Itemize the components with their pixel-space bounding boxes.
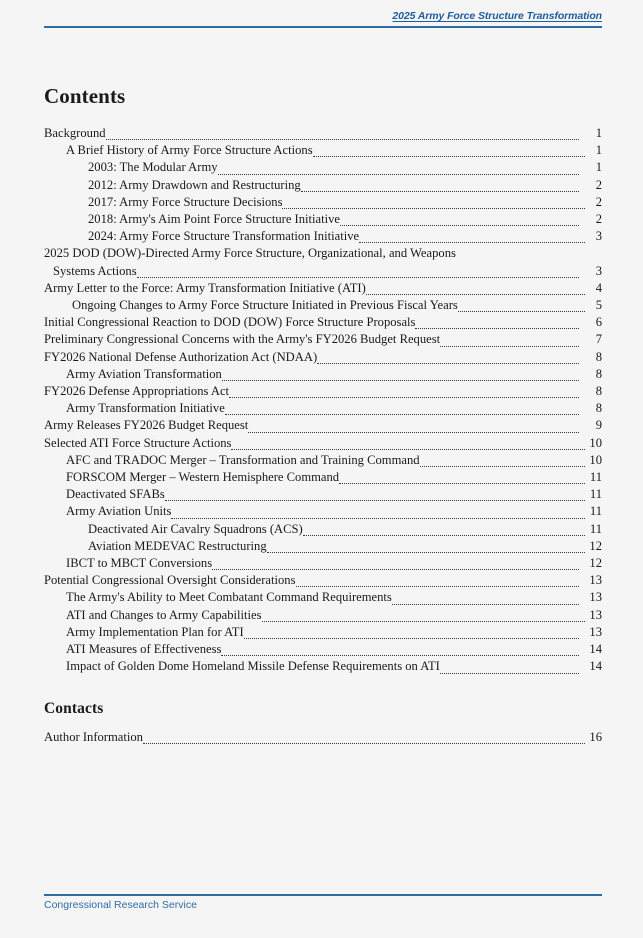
toc-page-number: 10 (589, 435, 602, 450)
toc-leader-dots (137, 271, 579, 278)
toc-leader-dots (229, 391, 579, 398)
toc-page-number: 13 (589, 573, 602, 588)
toc-page-number: 1 (595, 126, 602, 140)
toc-entry[interactable] (44, 486, 602, 503)
toc-entry-label: 2003: The Modular Army (88, 160, 218, 175)
toc-page-number: 5 (595, 298, 602, 313)
toc-page-number: 16 (589, 729, 602, 744)
toc-entry-label: Army Aviation Units (66, 504, 172, 519)
toc-entry[interactable] (44, 159, 602, 176)
toc-leader-dots (339, 477, 585, 484)
toc-entry[interactable] (44, 194, 602, 211)
toc-entry-label-continued: Systems Actions (53, 263, 137, 278)
toc-leader-dots (440, 339, 579, 346)
toc-entry-label: 2012: Army Drawdown and Restructuring (88, 177, 301, 192)
footer-rule (44, 894, 602, 896)
toc-entry-label: Potential Congressional Oversight Considerations (44, 573, 296, 588)
toc-page-number: 7 (595, 332, 602, 347)
toc-entry-label: FY2026 Defense Appropriations Act (44, 384, 230, 399)
contents-toc-list (44, 125, 602, 676)
toc-entry[interactable] (44, 589, 602, 606)
toc-entry[interactable] (44, 452, 602, 469)
toc-entry-label: A Brief History of Army Force Structure Actions (66, 143, 313, 158)
toc-page-number: 3 (595, 263, 602, 278)
toc-leader-dots (440, 666, 579, 673)
toc-leader-dots (106, 133, 579, 140)
toc-entry-label: Background (44, 126, 106, 140)
toc-entry[interactable] (44, 349, 602, 366)
toc-entry-label: Impact of Golden Dome Homeland Missile Defense Requirements on ATI (66, 659, 440, 674)
toc-page-number: 11 (589, 487, 602, 502)
toc-entry-label: Author Information (44, 729, 143, 744)
toc-page-number: 2 (595, 194, 602, 209)
toc-page-number: 10 (589, 452, 602, 467)
toc-entry[interactable] (44, 228, 602, 245)
toc-entry[interactable] (44, 521, 602, 538)
toc-leader-dots (366, 288, 585, 295)
toc-entry[interactable] (44, 314, 602, 331)
toc-entry[interactable] (44, 624, 602, 641)
toc-entry-label: Army Letter to the Force: Army Transformation Initiative (ATI) (44, 280, 366, 295)
toc-leader-dots (231, 443, 585, 450)
toc-entry-label: AFC and TRADOC Merger – Transformation and Training Command (66, 452, 420, 467)
toc-page-number: 8 (595, 384, 602, 399)
toc-entry-label: 2018: Army's Aim Point Force Structure Initiative (88, 212, 341, 227)
toc-leader-dots (303, 529, 585, 536)
toc-entry-label: Army Transformation Initiative (66, 401, 225, 416)
toc-entry-label: IBCT to MBCT Conversions (66, 556, 213, 571)
toc-entry-label: FORSCOM Merger – Western Hemisphere Command (66, 470, 340, 485)
toc-entry[interactable] (44, 435, 602, 452)
document-body (44, 84, 602, 746)
toc-leader-dots (221, 649, 579, 656)
toc-leader-dots (262, 615, 585, 622)
toc-entry[interactable] (44, 177, 602, 194)
toc-entry-label: ATI Measures of Effectiveness (66, 642, 222, 657)
toc-entry-label: Selected ATI Force Structure Actions (44, 435, 232, 450)
toc-leader-dots (296, 580, 580, 587)
contacts-toc-list (44, 729, 602, 746)
toc-entry[interactable] (44, 729, 602, 746)
toc-leader-dots (267, 546, 585, 553)
toc-leader-dots (212, 563, 579, 570)
toc-leader-dots (340, 219, 579, 226)
contents-heading: Contents (44, 84, 126, 108)
toc-page-number: 8 (595, 401, 602, 416)
toc-entry[interactable] (44, 555, 602, 572)
toc-entry-label: Army Aviation Transformation (66, 366, 222, 381)
toc-entry-label: Initial Congressional Reaction to DOD (DOW) Force Structure Proposals (44, 315, 416, 330)
toc-page-number: 11 (589, 521, 602, 536)
toc-page-number: 13 (589, 624, 602, 639)
toc-leader-dots (244, 632, 579, 639)
toc-page-number: 9 (595, 418, 602, 433)
toc-entry-label: 2024: Army Force Structure Transformation Initiative (88, 229, 360, 244)
toc-entry[interactable] (44, 469, 602, 486)
toc-entry-label: FY2026 National Defense Authorization Act (NDAA) (44, 349, 318, 364)
toc-entry-label: ATI and Changes to Army Capabilities (66, 607, 262, 622)
toc-page-number: 3 (595, 229, 602, 244)
toc-entry[interactable] (44, 607, 602, 624)
toc-leader-dots (317, 357, 579, 364)
toc-entry-label: Aviation MEDEVAC Restructuring (88, 538, 267, 553)
toc-page-number: 8 (595, 349, 602, 364)
toc-entry[interactable] (44, 245, 602, 279)
toc-page-number: 11 (589, 470, 602, 485)
toc-entry[interactable] (44, 142, 602, 159)
toc-page-number: 13 (589, 607, 602, 622)
toc-leader-dots (301, 185, 579, 192)
toc-leader-dots (415, 322, 579, 329)
running-header (44, 10, 602, 32)
toc-entry[interactable] (44, 400, 602, 417)
toc-entry[interactable] (44, 211, 602, 228)
toc-entry[interactable] (44, 658, 602, 675)
toc-page-number: 6 (595, 315, 602, 330)
toc-entry[interactable] (44, 366, 602, 383)
toc-entry[interactable] (44, 331, 602, 348)
toc-leader-dots (392, 597, 579, 604)
toc-page-number: 13 (589, 590, 602, 605)
toc-page-number: 12 (589, 556, 602, 571)
toc-entry[interactable] (44, 280, 602, 297)
toc-entry[interactable] (44, 297, 602, 314)
contacts-heading: Contacts (44, 699, 104, 717)
page-footer (44, 894, 602, 920)
toc-entry[interactable] (44, 417, 602, 434)
toc-leader-dots (143, 736, 585, 743)
toc-page-number: 11 (589, 504, 602, 519)
toc-page-number: 1 (595, 160, 602, 175)
toc-entry-label: 2025 DOD (DOW)-Directed Army Force Structure, Organizational, and Weapons (44, 246, 456, 261)
toc-leader-dots (218, 167, 579, 174)
contacts-block (44, 700, 602, 746)
toc-entry[interactable] (44, 383, 602, 400)
footer-organization: Congressional Research Service (44, 899, 197, 911)
header-title: 2025 Army Force Structure Transformation (392, 10, 602, 22)
toc-page-number: 14 (589, 659, 602, 674)
toc-page-number: 12 (589, 538, 602, 553)
toc-leader-dots (458, 305, 585, 312)
toc-leader-dots (165, 494, 585, 501)
toc-page-number: 2 (595, 212, 602, 227)
toc-entry-label: Army Implementation Plan for ATI (66, 624, 244, 639)
toc-entry-label: Deactivated SFABs (66, 487, 165, 502)
toc-entry[interactable] (44, 538, 602, 555)
toc-entry-label: Army Releases FY2026 Budget Request (44, 418, 249, 433)
toc-leader-dots (222, 374, 579, 381)
toc-page-number: 2 (595, 177, 602, 192)
header-rule (44, 26, 602, 28)
toc-leader-dots (171, 511, 585, 518)
toc-entry-label: Ongoing Changes to Army Force Structure Initiated in Previous Fiscal Years (72, 298, 458, 313)
toc-entry-label: Deactivated Air Cavalry Squadrons (ACS) (88, 521, 303, 536)
toc-entry-label: 2017: Army Force Structure Decisions (88, 194, 283, 209)
toc-entry-label: Preliminary Congressional Concerns with the Army's FY2026 Budget Request (44, 332, 441, 347)
toc-entry[interactable] (44, 572, 602, 589)
toc-page-number: 14 (589, 642, 602, 657)
toc-page-number: 8 (595, 366, 602, 381)
toc-leader-dots (420, 460, 585, 467)
toc-entry[interactable] (44, 503, 602, 520)
toc-leader-dots (225, 408, 579, 415)
toc-entry[interactable] (44, 125, 602, 142)
toc-entry-label: The Army's Ability to Meet Combatant Command Requirements (66, 590, 392, 605)
toc-page-number: 1 (595, 143, 602, 158)
toc-leader-dots (313, 150, 585, 157)
toc-leader-dots (282, 202, 585, 209)
toc-leader-dots (248, 425, 579, 432)
toc-entry[interactable] (44, 641, 602, 658)
toc-page-number: 4 (595, 280, 602, 295)
toc-leader-dots (359, 236, 585, 243)
